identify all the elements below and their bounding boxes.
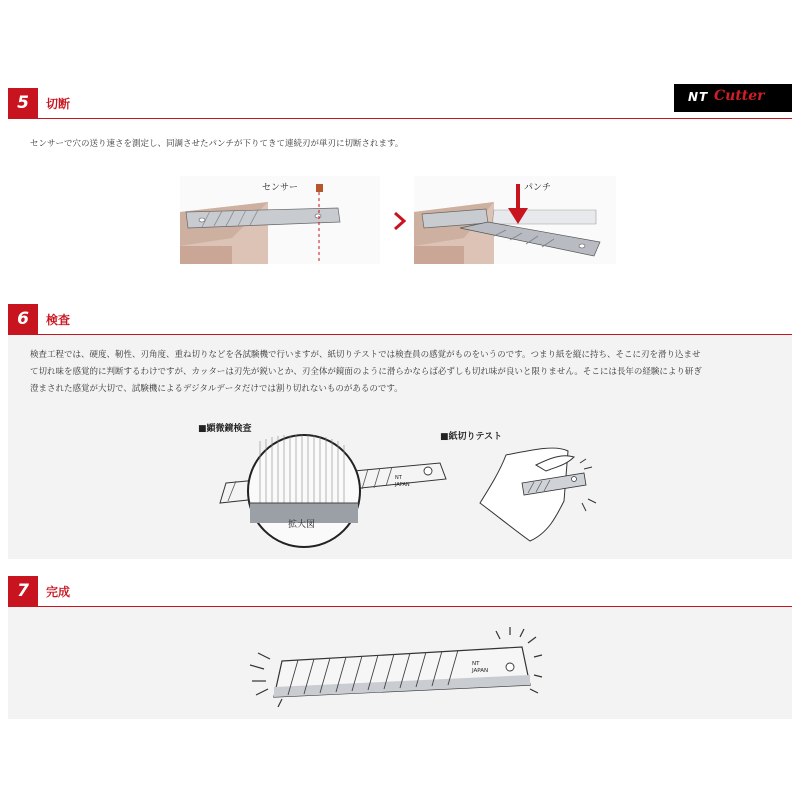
blade-marking: NT JAPAN [395,475,410,488]
section-7-header [8,576,792,606]
section-divider [8,118,792,119]
section-6-header [8,304,792,334]
section-title: 検査 [46,313,71,327]
blade-marking: NT JAPAN [472,661,489,674]
section-number-badge: 5 [8,88,38,118]
magnified-view-label: 拡大図 [288,520,316,530]
punch-label: パンチ [524,183,552,193]
section-title: 切断 [46,97,71,111]
section-number-badge: 7 [8,576,38,606]
chevron-right-icon [392,210,408,232]
cutting-after-drawing [414,176,616,264]
section-number-badge: 6 [8,304,38,334]
section-title: 完成 [46,585,71,599]
paper-cut-test-illustration [476,441,616,551]
paper-cut-test-label: ■紙切りテスト [440,432,503,442]
microscope-illustration [214,431,454,551]
logo-nt-text: NT [688,90,709,104]
sensor-label: センサー [262,183,299,193]
microscope-inspection-label: ■顕微鏡検査 [198,424,252,434]
description-line: 検査工程では、硬度、靭性、刃角度、重ね切りなどを各試験機で行いますが、紙切りテストでは検査員の感覚がものをいうのです。つまり紙を縦に持ち、そこに刃を滑り込ませ [30,350,701,360]
logo-cutter-text: Cutter [714,88,765,104]
description-line: 澄まされた感覚が大切で、試験機によるデジタルデータだけでは割り切れないものがあるのです。 [30,384,403,394]
description-line: て切れ味を感覚的に判断するわけですが、カッターは刃先が鋭いとか、刃全体が鏡面のように滑らかならば必ずしも切れ味が良いと限りません。そこには長年の経験により研ぎ [30,367,702,377]
cutting-after-illustration [414,176,616,264]
section-description [30,347,774,398]
finished-blade-illustration [238,623,568,713]
cutting-before-illustration [180,176,380,264]
section-6-panel [8,335,792,559]
section-5-panel [8,124,792,284]
section-description: センサーで穴の送り速さを測定し、同調させたパンチが下りてきて連続刃が単刃に切断されます。 [30,139,404,149]
section-7-panel [8,607,792,719]
section-5-header [8,88,792,118]
